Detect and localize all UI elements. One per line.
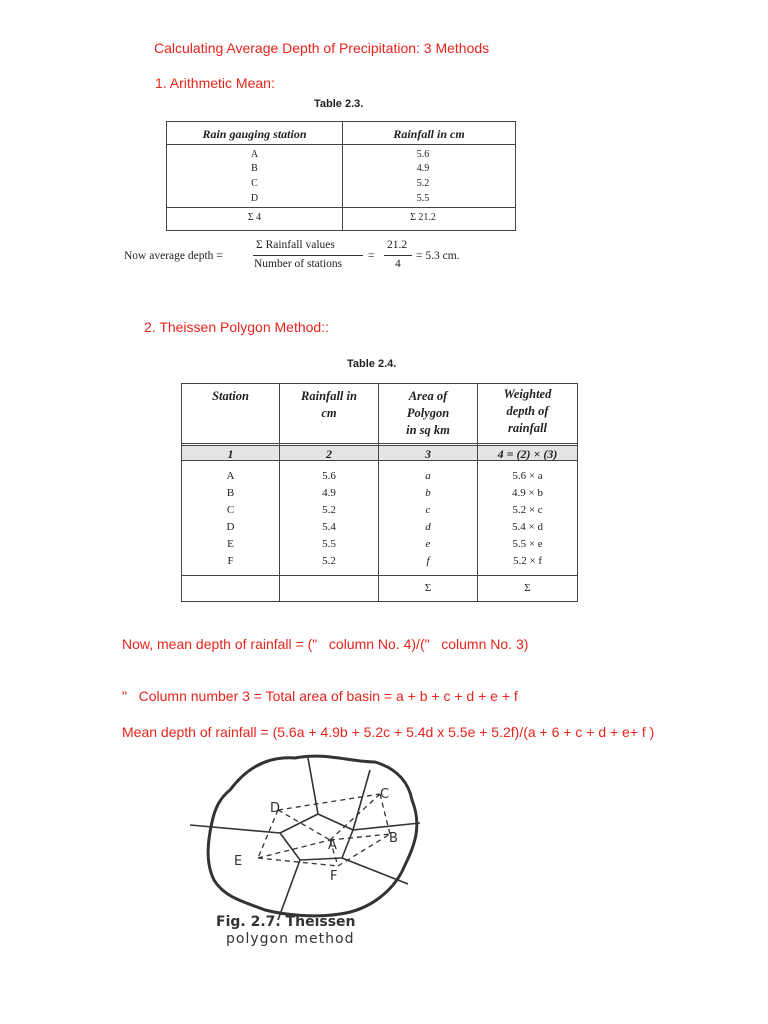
table-cell: 5.5 [322,538,336,550]
table-2-3 [166,121,516,231]
table-header-weighted: Weighted depth of rainfall [503,387,552,435]
table-cell: 5.2 [322,504,336,516]
table-cell: 5.2 [322,555,336,567]
table-cell: b [425,487,431,499]
table-cell: D [250,193,259,204]
column-number: 3 [425,447,431,461]
table-cell: C [226,504,235,516]
table-total: Σ 4 [247,212,262,223]
table-cell: 5.6 [322,470,336,482]
table-cell: A [226,470,235,482]
table-cell: 5.5 [416,193,430,204]
section1-title: 1. Arithmetic Mean: [155,75,275,91]
table-header-rainfall: Rainfall in cm [393,127,465,141]
table-cell: 4.9 [322,487,336,499]
table-cell: 5.6 × a [512,470,543,482]
table-2-4 [181,383,578,602]
station-label: C [380,787,390,802]
table-cell: c [425,504,431,516]
station-label: D [270,801,281,816]
table-cell: B [226,487,235,499]
table-cell: e [425,538,431,550]
note-mean-depth-formula: Mean depth of rainfall = (5.6a + 4.9b + 5.2c + 5.4d x 5.5e + 5.2f)/(a + 6 + c + d + e+ f ) [122,724,655,740]
table-total: Σ [524,582,531,594]
station-label: E [234,854,243,869]
page-heading: Calculating Average Depth of Precipitation: 3 Methods [154,40,490,56]
formula-numerator-2: 21.2 [387,239,408,251]
table-cell: a [425,470,431,482]
table-cell: C [251,178,258,189]
column-number: 4 = (2) × (3) [497,447,558,461]
table-header-rainfall: Rainfall in cm [301,389,357,420]
table-total: Σ 21.2 [410,212,436,223]
note-mean-depth: Now, mean depth of rainfall = (" column No. 4)/(" column No. 3) [122,636,529,652]
station-label: A [328,838,337,853]
formula-numerator-1: Σ Rainfall values [256,239,335,251]
column-number: 1 [227,447,234,461]
table-cell: E [227,538,234,550]
table-cell: A [250,149,259,160]
table-2-4-caption: Table 2.4. [347,358,397,370]
table-cell: 5.2 × c [512,504,543,516]
formula-denominator-1: Number of stations [254,258,343,270]
table-2-3-caption: Table 2.3. [314,98,364,110]
table-cell: 5.6 [416,149,430,160]
table-cell: 5.4 × d [512,521,543,533]
formula-result: = 5.3 cm. [416,250,460,262]
figure-caption-line2: polygon method [226,931,355,947]
table-cell: B [251,163,258,174]
table-cell: 5.4 [322,521,336,533]
table-cell: D [226,521,235,533]
note-total-area: " Column number 3 = Total area of basin = a + b + c + d + e + f [122,688,518,704]
table-header-station: Station [212,389,249,403]
table-cell: 5.2 [416,178,430,189]
station-label: B [389,831,398,846]
station-label: F [330,869,338,884]
column-number: 2 [326,447,332,461]
table-cell: 4.9 × b [512,487,543,499]
table-cell: 5.2 × f [512,555,543,567]
table-cell: F [227,555,234,567]
figure-caption-line1: Fig. 2.7. Theissen [216,914,356,930]
theissen-polygon-figure [190,750,430,920]
formula-equals: = [368,250,375,262]
table-total: Σ [424,582,432,594]
table-header-area: Area of Polygon in sq km [406,389,450,437]
table-cell: f [426,555,430,567]
table-cell: 5.5 × e [512,538,543,550]
table-cell: d [425,521,431,533]
formula-lhs: Now average depth = [124,250,223,262]
table-header-station: Rain gauging station [202,127,307,141]
formula-denominator-2: 4 [395,258,401,270]
section2-title: 2. Theissen Polygon Method:: [144,319,329,335]
table-cell: 4.9 [416,163,430,174]
